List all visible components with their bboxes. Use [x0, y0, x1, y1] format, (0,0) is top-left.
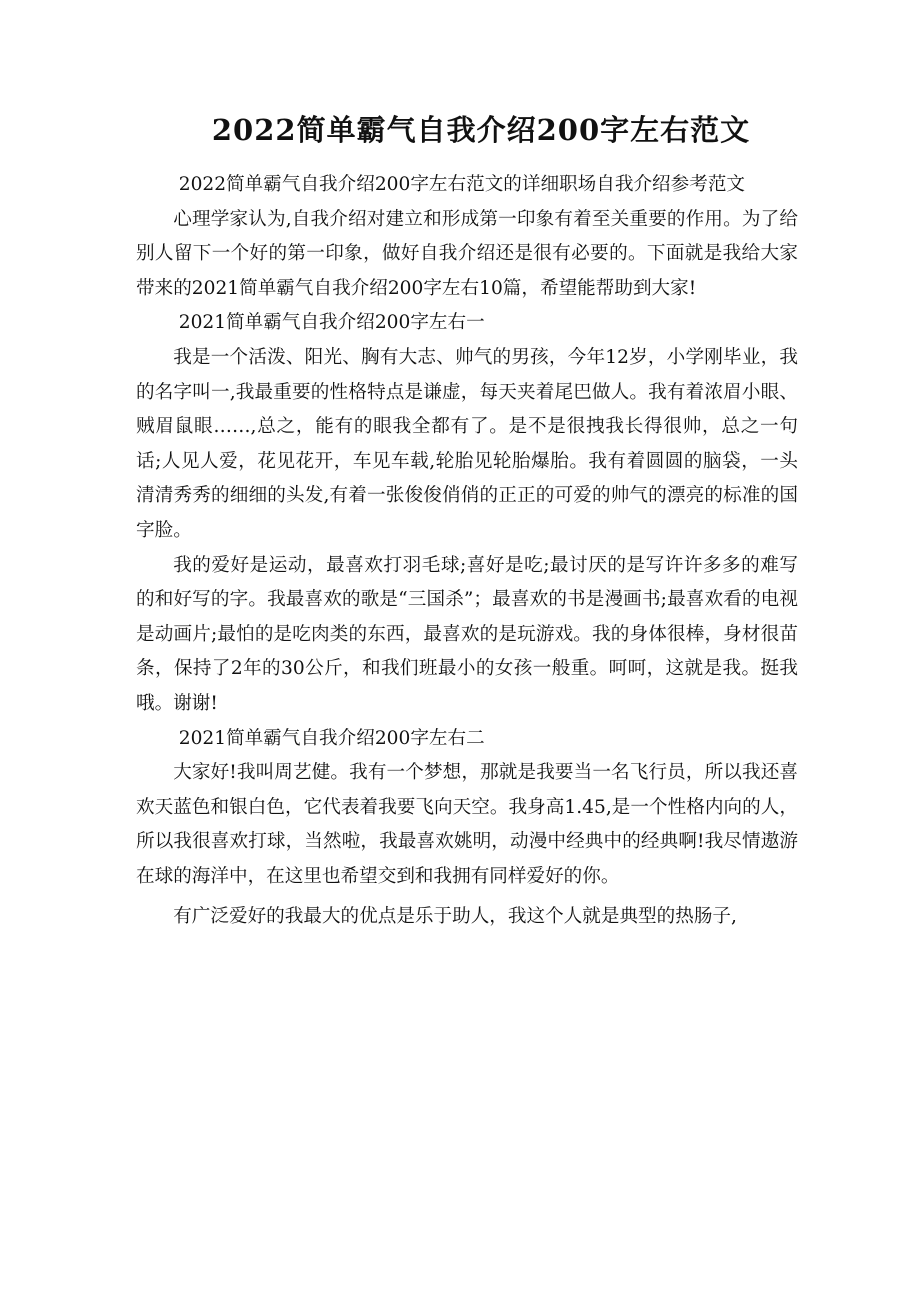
document-body — [136, 168, 798, 935]
section-heading-one: 2021简单霸气自我介绍200字左右一 — [178, 312, 485, 334]
paragraph-intro: 心理学家认为,自我介绍对建立和形成第一印象有着至关重要的作用。为了给别人留下一个好的第一印象，做好自我介绍还是很有必要的。下面就是我给大家带来的2021简单霸气自我介绍200字左右10篇，希望能帮助到大家! — [136, 208, 798, 299]
paragraph-one-b: 我的爱好是运动，最喜欢打羽毛球;喜好是吃;最讨厌的是写许许多多的难写的和好写的字。我最喜欢的歌是“三国杀”；最喜欢的书是漫画书;最喜欢看的电视是动画片;最怕的是吃肉类的东西，最喜欢的是玩游戏。我的身体很棒，身材很苗条，保持了2年的30公斤，和我们班最小的女孩一般重。呵呵，这就是我。挺我哦。谢谢! — [136, 554, 798, 714]
document-title: 2022简单霸气自我介绍200字左右范文 — [211, 113, 751, 147]
section-heading-two: 2021简单霸气自我介绍200字左右二 — [178, 727, 485, 749]
paragraph-two-b: 有广泛爱好的我最大的优点是乐于助人，我这个人就是典型的热肠子, — [173, 906, 737, 928]
paragraph-one-a: 我是一个活泼、阳光、胸有大志、帅气的男孩，今年12岁，小学刚毕业，我的名字叫一,我最重要的性格特点是谦虚，每天夹着尾巴做人。我有着浓眉小眼、贼眉鼠眼……,总之，能有的眼我全都有了。是不是很拽我长得很帅，总之一句话;人见人爱，花见花开，车见车载,轮胎见轮胎爆胎。我有着圆圆的脑袋，一头清清秀秀的细细的头发,有着一张俊俊俏俏的正正的可爱的帅气的漂亮的标准的国字脸。 — [136, 346, 798, 541]
intro-subtitle: 2022简单霸气自我介绍200字左右范文的详细职场自我介绍参考范文 — [178, 174, 746, 195]
paragraph-two-a: 大家好!我叫周艺健。我有一个梦想，那就是我要当一名飞行员，所以我还喜欢天蓝色和银白色，它代表着我要飞向天空。我身高1.45,是一个性格内向的人，所以我很喜欢打球，当然啦，我最喜欢姚明，动漫中经典中的经典啊!我尽情遨游在球的海洋中，在这里也希望交到和我拥有同样爱好的你。 — [136, 762, 798, 887]
